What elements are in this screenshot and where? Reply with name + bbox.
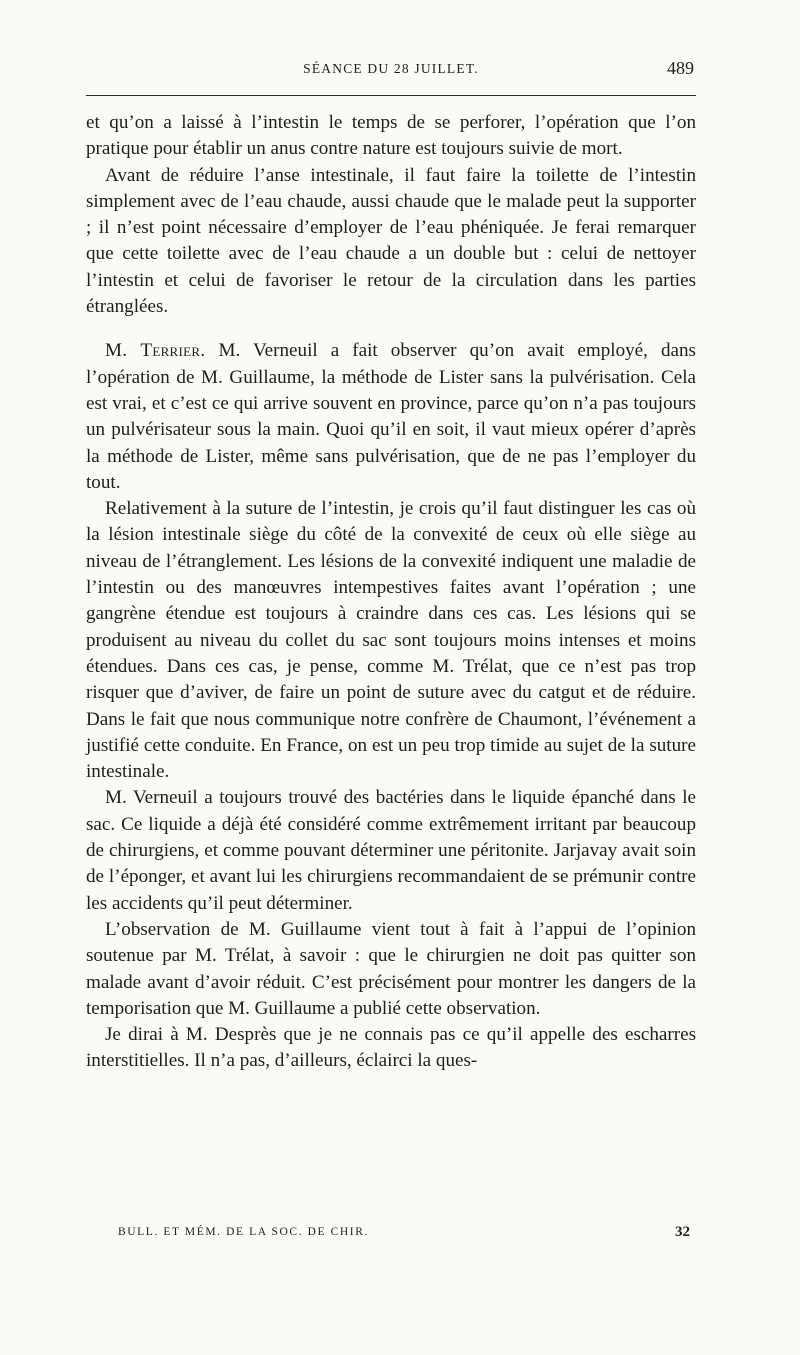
paragraph-6-text: L’observation de M. Guillaume vient tout à fait à l’appui de l’opinion soutenue par M. Trélat, à savoir : que le chirurgien ne doit pas quitter son malade avant d’avoir réduit. C’est précisément pour montrer les dangers de la temporisation que M. Guillaume a publié cette observation. [86, 918, 696, 1019]
paragraph-7 [86, 1022, 696, 1075]
paragraph-2-text: Avant de réduire l’anse intestinale, il faut faire la toilette de l’intestin simplement avec de l’eau chaude, aussi chaude que le malade peut la supporter ; il n’est point nécessaire d’employer de l’eau phéniquée. Je ferai remarquer que cette toilette avec de l’eau chaude a un double but : celui de nettoyer l’intestin et celui de favoriser le retour de la circulation dans les parties étranglées. [86, 164, 696, 318]
paragraph-3 [86, 338, 696, 496]
header-rule [86, 95, 696, 96]
paragraph-5 [86, 785, 696, 916]
running-header [86, 58, 696, 88]
gathering-number: 32 [675, 1224, 690, 1240]
journal-signature: BULL. ET MÉM. DE LA SOC. DE CHIR. [118, 1226, 369, 1238]
paragraph-6 [86, 917, 696, 1022]
paragraph-7-text: Je dirai à M. Desprès que je ne connais pas ce qu’il appelle des escharres interstitielles. Il n’a pas, d’ailleurs, éclairci la ques- [86, 1024, 696, 1072]
paragraph-3-text: M. Verneuil a fait observer qu’on avait employé, dans l’opération de M. Guillaume, la méthode de Lister sans la pulvérisation. Cela est vrai, et c’est ce qui arrive souvent en province, parce qu’on n’a pas toujours un pulvérisateur sous la main. Quoi qu’il en soit, il vaut mieux opérer d’après la méthode de Lister, même sans pulvérisation, que de ne pas l’employer du tout. [86, 340, 696, 493]
header-title: SÉANCE DU 28 JUILLET. [303, 61, 479, 76]
body-text [86, 110, 696, 1075]
speaker-name: M. Terrier. [105, 340, 206, 362]
page-number: 489 [667, 58, 694, 78]
paragraph-4 [86, 496, 696, 785]
paragraph-2 [86, 163, 696, 321]
page-footer [86, 1226, 696, 1250]
paragraph-5-text: M. Verneuil a toujours trouvé des bactéries dans le liquide épanché dans le sac. Ce liquide a déjà été considéré comme extrêmement irritant par beaucoup de chirurgiens, et comme pouvant déterminer une péritonite. Jarjavay avait soin de l’éponger, et avant lui les chirurgiens recommandaient de se prémunir contre les accidents qu’il peut déterminer. [86, 787, 696, 914]
paragraph-1-text: et qu’on a laissé à l’intestin le temps de se perforer, l’opération que l’on pratique pour établir un anus contre nature est toujours suivie de mort. [86, 112, 696, 160]
paragraph-1 [86, 110, 696, 163]
paragraph-4-text: Relativement à la suture de l’intestin, je crois qu’il faut distinguer les cas où la lésion intestinale siège du côté de la convexité de ceux où elle siège au niveau de l’étranglement. Les lésions de la convexité indiquent une maladie de l’intestin ou des manœuvres intempestives faites avant l’opération ; une gangrène étendue est toujours à craindre dans ces cas. Les lésions qui se produisent au niveau du collet du sac sont toujours moins intenses et moins étendues. Dans ces cas, je pense, comme M. Trélat, que ce n’est pas trop risquer que d’aviver, de faire un point de suture avec du catgut et de réduire. Dans le fait que nous communique notre confrère de Chaumont, l’événement a justifié cette conduite. En France, on est un peu trop timide au sujet de la suture intestinale. [86, 498, 696, 783]
